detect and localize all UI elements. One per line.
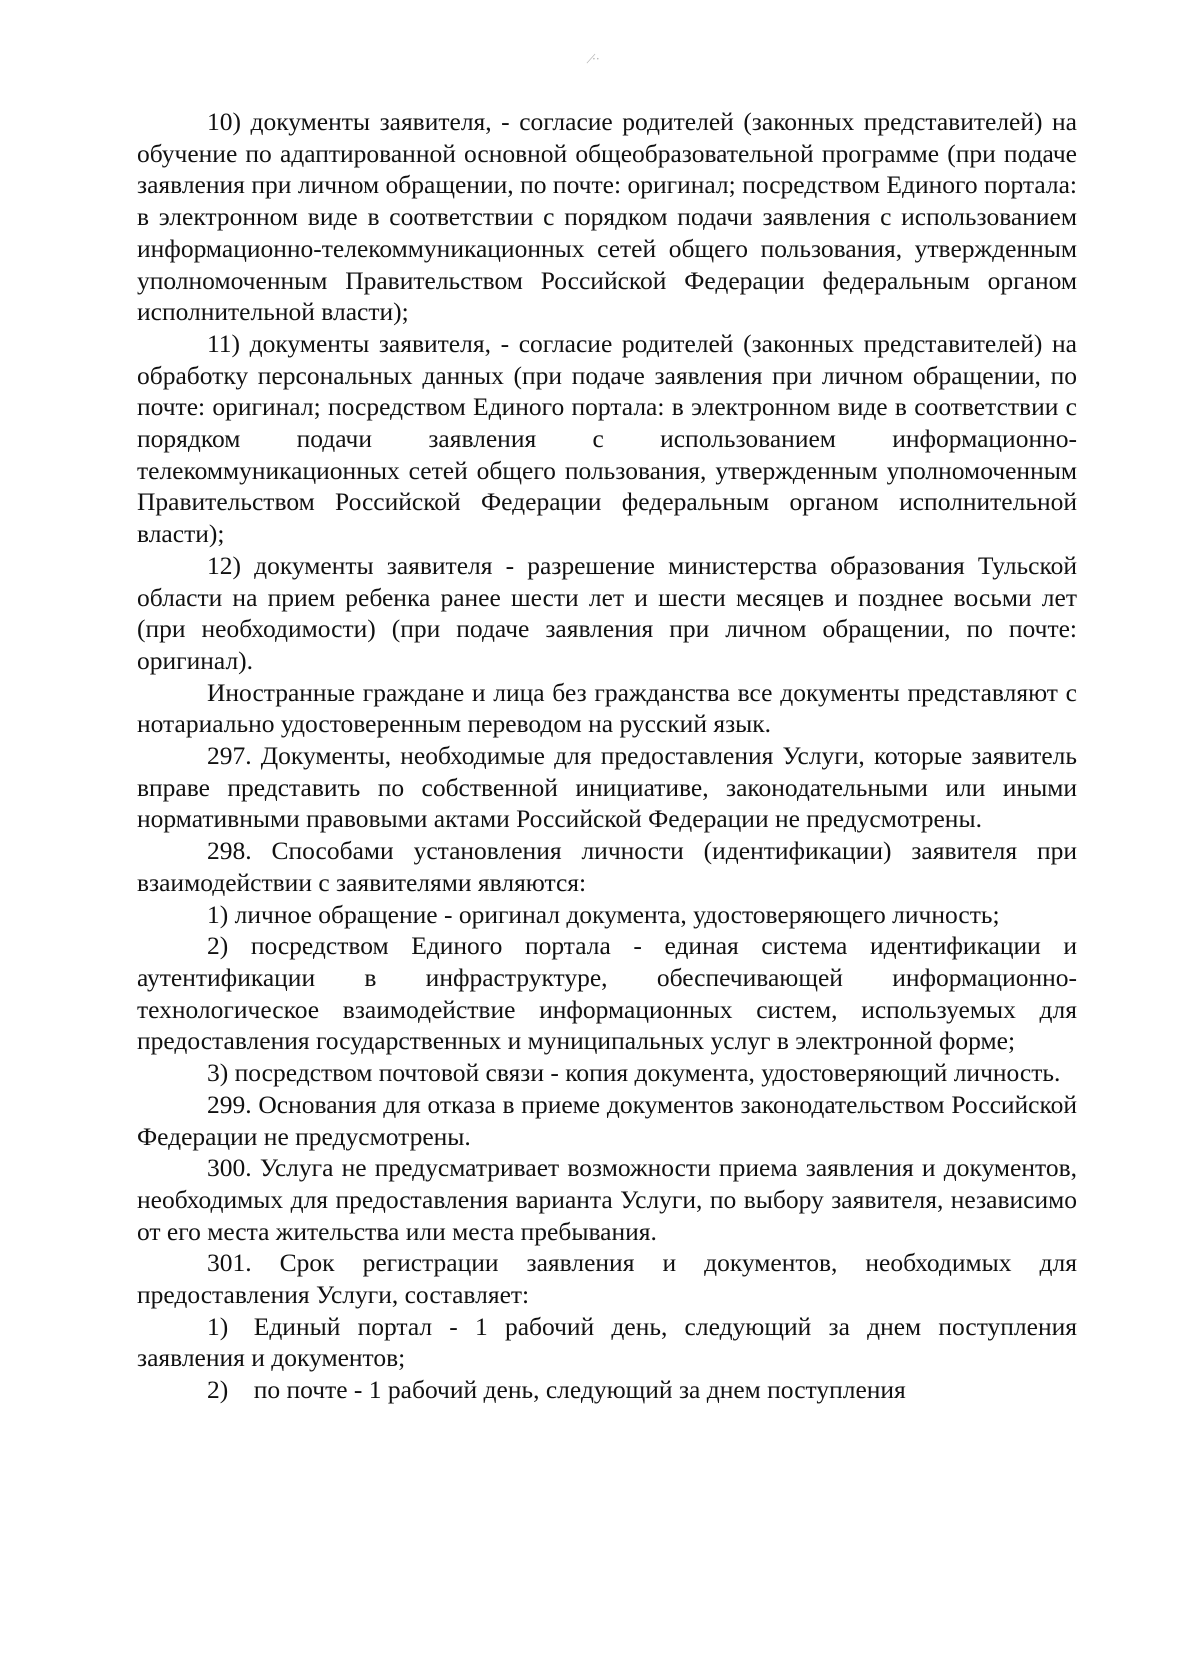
paragraph-301-item-1: 1) Единый портал - 1 рабочий день, следующий за днем поступления заявления и документов; (137, 1311, 1077, 1373)
paragraph-300: 300. Услуга не предусматривает возможности приема заявления и документов, необходимых для предоставления варианта Услуги, по выбору заявителя, независимо от его места жительства или места пребывания. (137, 1153, 1077, 1246)
paragraph-301-item-2: 2) по почте - 1 рабочий день, следующий за днем поступления (207, 1375, 906, 1405)
paragraph-item-11: 11) документы заявителя, - согласие родителей (законных представителей) на обработку персональных данных (при подаче заявления при личном обращении, по почте: оригинал; посредством Единого портала: в электронном виде в соответствии с порядком подачи заявления с использованием информационно-телекоммуникационных сетей общего пользования, утвержденным уполномоченным Правительством Российской Федерации федеральным органом исполнительной власти); (137, 328, 1077, 549)
paragraph-299: 299. Основания для отказа в приеме документов законодательством Российской Федерации не предусмотрены. (137, 1089, 1077, 1151)
paragraph-298-item-3: 3) посредством почтовой связи - копия документа, удостоверяющий личность. (207, 1058, 1061, 1088)
page-mark: ·̸· (592, 52, 600, 66)
paragraph-item-12: 12) документы заявителя - разрешение министерства образования Тульской области на прием ребенка ранее шести лет и шести месяцев и позднее восьми лет (при необходимости) (при подаче заявления при личном обращении, по почте: оригинал). (137, 550, 1077, 675)
paragraph-297: 297. Документы, необходимые для предоставления Услуги, которые заявитель вправе представить по собственной инициативе, законодательными или иными нормативными правовыми актами Российской Федерации не предусмотрены. (137, 741, 1077, 834)
document-body (137, 106, 1077, 1406)
paragraph-298-item-2: 2) посредством Единого портала - единая система идентификации и аутентификации в инфраструктуре, обеспечивающей информационно-технологическое взаимодействие информационных систем, используемых для предоставления государственных и муниципальных услуг в электронной форме; (137, 931, 1077, 1056)
paragraph-foreign-citizens: Иностранные граждане и лица без гражданства все документы представляют с нотариально удостоверенным переводом на русский язык. (137, 677, 1077, 739)
paragraph-301: 301. Срок регистрации заявления и документов, необходимых для предоставления Услуги, составляет: (137, 1248, 1077, 1310)
paragraph-298: 298. Способами установления личности (идентификации) заявителя при взаимодействии с заявителями являются: (137, 836, 1077, 897)
paragraph-298-item-1: 1) личное обращение - оригинал документа, удостоверяющего личность; (207, 899, 1000, 929)
paragraph-item-10: 10) документы заявителя, - согласие родителей (законных представителей) на обучение по адаптированной основной общеобразовательной программе (при подаче заявления при личном обращении, по почте: оригинал; посредством Единого портала: в электронном виде в соответствии с порядком подачи заявления с использованием информационно-телекоммуникационных сетей общего пользования, утвержденным уполномоченным Правительством Российской Федерации федеральным органом исполнительной власти); (137, 107, 1077, 327)
